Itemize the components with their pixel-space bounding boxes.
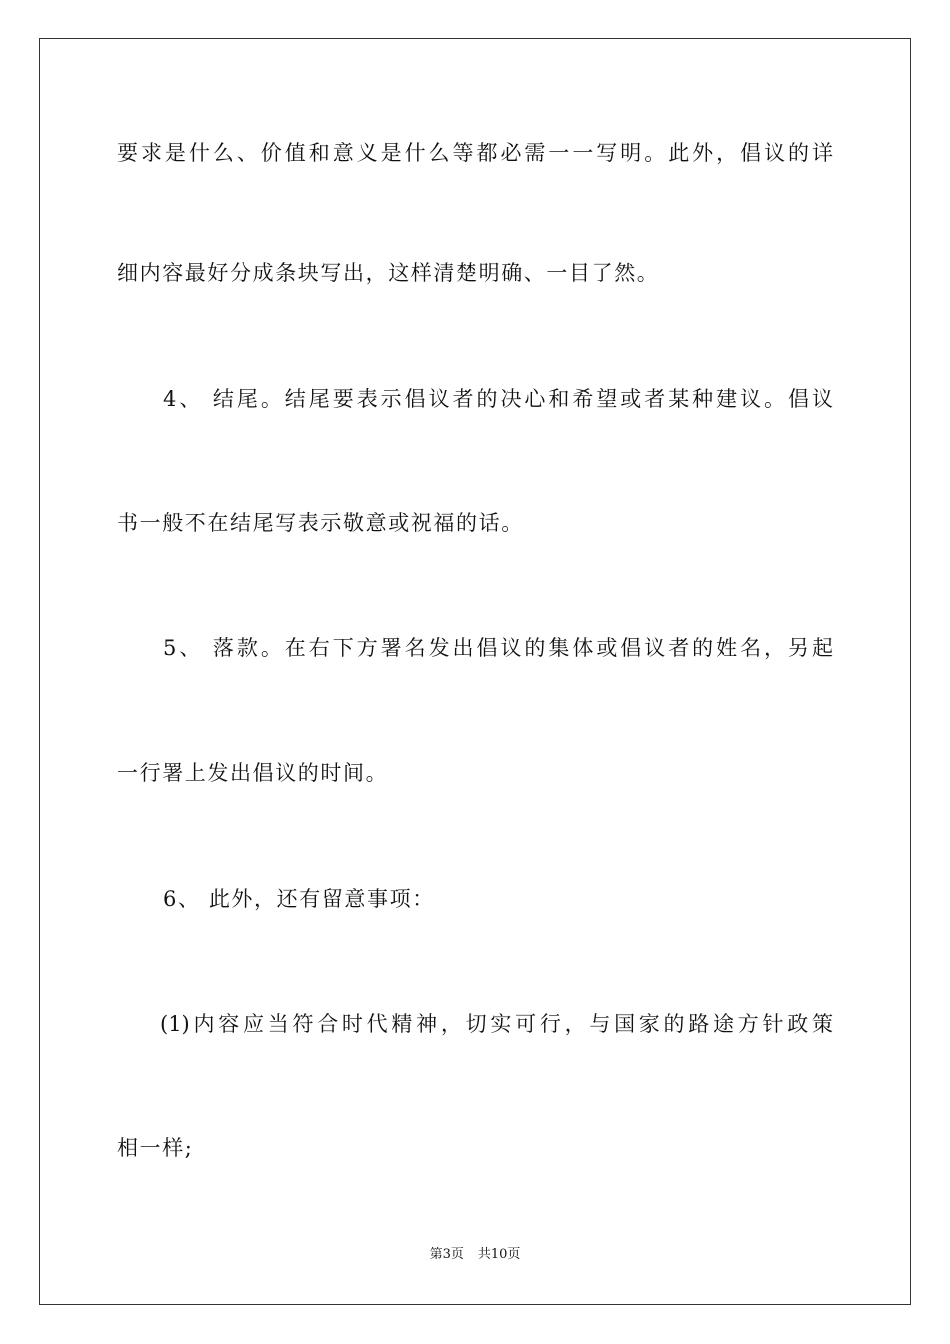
body-line-1: 要求是什么、价值和意义是什么等都必需一一写明。此外，倡议的详 (117, 141, 833, 165)
page-total: 共10页 (477, 1247, 521, 1262)
item-6-heading: 6、 此外，还有留意事项： (163, 887, 435, 911)
item-4-line-1: 4、 结尾。结尾要表示倡议者的决心和希望或者某种建议。倡议 (163, 387, 833, 411)
item-5-line-1: 5、 落款。在右下方署名发出倡议的集体或倡议者的姓名，另起 (163, 636, 833, 660)
page-number: 第3页 (429, 1247, 464, 1262)
body-line-2: 细内容最好分成条块写出，这样清楚明确、一目了然。 (117, 261, 660, 285)
page-frame (39, 38, 911, 1305)
note-1-line-1: (1)内容应当符合时代精神，切实可行，与国家的路途方针政策 (160, 1012, 833, 1036)
item-4-line-2: 书一般不在结尾写表示敬意或祝福的话。 (117, 511, 524, 535)
note-1-line-2: 相一样; (117, 1136, 194, 1160)
item-5-line-2: 一行署上发出倡议的时间。 (117, 761, 389, 785)
page-footer (0, 1246, 950, 1264)
